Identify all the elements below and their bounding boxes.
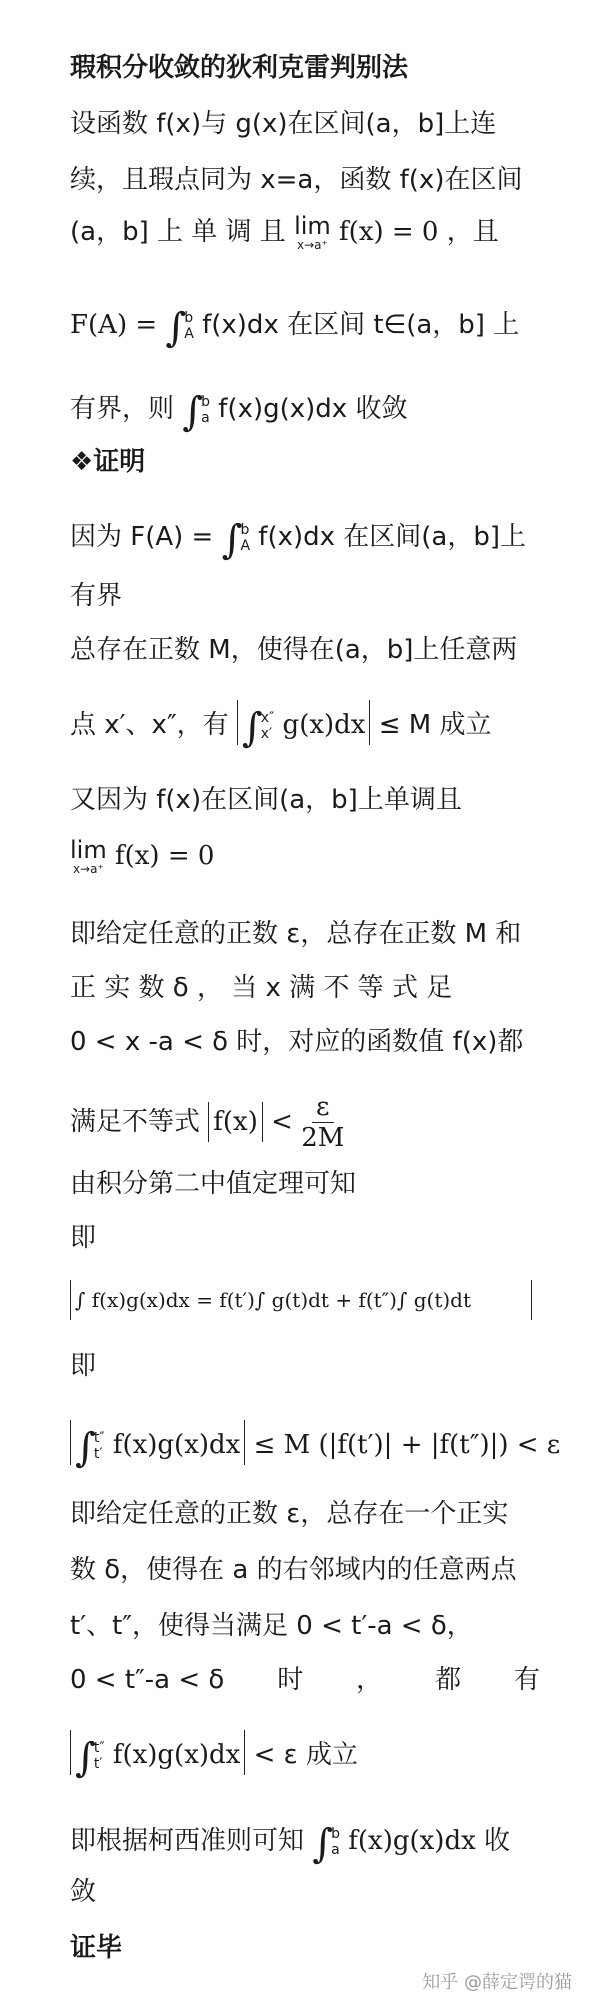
- integral-sign: ∫: [75, 1735, 96, 1781]
- limit-expr: lim x→a⁺: [294, 211, 331, 252]
- watermark: 知乎 @薛定谔的猫: [422, 1972, 572, 1993]
- formula-line: 因为 F(A) = ∫ b A f(x)dx 在区间(a，b]上: [70, 517, 527, 563]
- text-line: 敛: [70, 1877, 97, 1907]
- proof-heading: ❖证明: [70, 447, 146, 477]
- integral-sign: ∫: [75, 1425, 96, 1471]
- formula-line: 即根据柯西准则可知 ∫ b a f(x)g(x)dx 收: [70, 1821, 511, 1867]
- equation: ∫ f(x)g(x)dx = f(t′)∫ g(t)dt + f(t″)∫ g(t)dt: [70, 1280, 532, 1320]
- text-line: t′、t″，使得当满足 0 < t′-a < δ，: [70, 1611, 473, 1641]
- formula-line: 满足不等式 f(x) < $\frac{\varepsilon}{2M}$: [70, 1092, 345, 1153]
- integral-sign: ∫: [241, 705, 263, 751]
- text-line: 续，且瑕点同为 x=a，函数 f(x)在区间: [70, 165, 523, 195]
- text-line: 总存在正数 M，使得在(a，b]上任意两: [70, 635, 518, 665]
- formula-line: 点 x′、x″，有 ∫ x″ x′ g(x)dx ≤ M 成立: [70, 700, 540, 745]
- formula-line: ∫ t″ t′ f(x)g(x)dx ≤ M (|f(t′)| + |f(t″)|) < ε: [70, 1420, 540, 1465]
- absolute-value: ∫ t″ t′ f(x)g(x)dx: [70, 1730, 245, 1775]
- absolute-value: ∫ t″ t′ f(x)g(x)dx: [70, 1420, 245, 1465]
- text-line-justified: 0 < t″-a < δ 时 ， 都 有: [70, 1665, 540, 1695]
- text-line: 即给定任意的正数 ε，总存在一个正实: [70, 1499, 509, 1529]
- text-line: 有界: [70, 581, 123, 611]
- text-line: 即: [70, 1223, 97, 1253]
- integral-sign: ∫: [221, 517, 243, 563]
- text-line: 正 实 数 δ ， 当 x 满 不 等 式 足: [70, 973, 453, 1003]
- text-line: 0 < x -a < δ 时，对应的函数值 f(x)都: [70, 1027, 524, 1057]
- text-line: 又因为 f(x)在区间(a，b]上单调且: [70, 785, 462, 815]
- text-line: 即: [70, 1351, 97, 1381]
- proof-end: 证毕: [70, 1933, 123, 1963]
- integral-sign: ∫: [312, 1821, 334, 1867]
- integral-sign: ∫: [182, 389, 204, 435]
- absolute-value: ∫ x″ x′ g(x)dx: [237, 700, 371, 745]
- text-line: (a，b] 上 单 调 且 lim x→a⁺ f(x) = 0 ，且: [70, 211, 499, 252]
- text-line: 设函数 f(x)与 g(x)在区间(a，b]上连: [70, 109, 497, 139]
- text-line: 由积分第二中值定理可知: [70, 1169, 357, 1199]
- formula-line: ∫ t″ t′ f(x)g(x)dx < ε 成立: [70, 1730, 540, 1775]
- limit-expr: lim x→a⁺: [70, 835, 107, 876]
- formula-line: lim x→a⁺ f(x) = 0: [70, 835, 215, 876]
- text-line: 即给定任意的正数 ε，总存在正数 M 和: [70, 919, 522, 949]
- text-line: 数 δ，使得在 a 的右邻域内的任意两点: [70, 1555, 517, 1585]
- formula-line: F(A) = ∫ b A f(x)dx 在区间 t∈(a，b] 上: [70, 305, 520, 351]
- integral-sign: ∫: [165, 305, 187, 351]
- formula-line: 有界，则 ∫ b a f(x)g(x)dx 收敛: [70, 389, 408, 435]
- doc-title: 瑕积分收敛的狄利克雷判别法: [70, 53, 409, 83]
- fraction: $\frac{\varepsilon}{2M}$: [301, 1092, 345, 1153]
